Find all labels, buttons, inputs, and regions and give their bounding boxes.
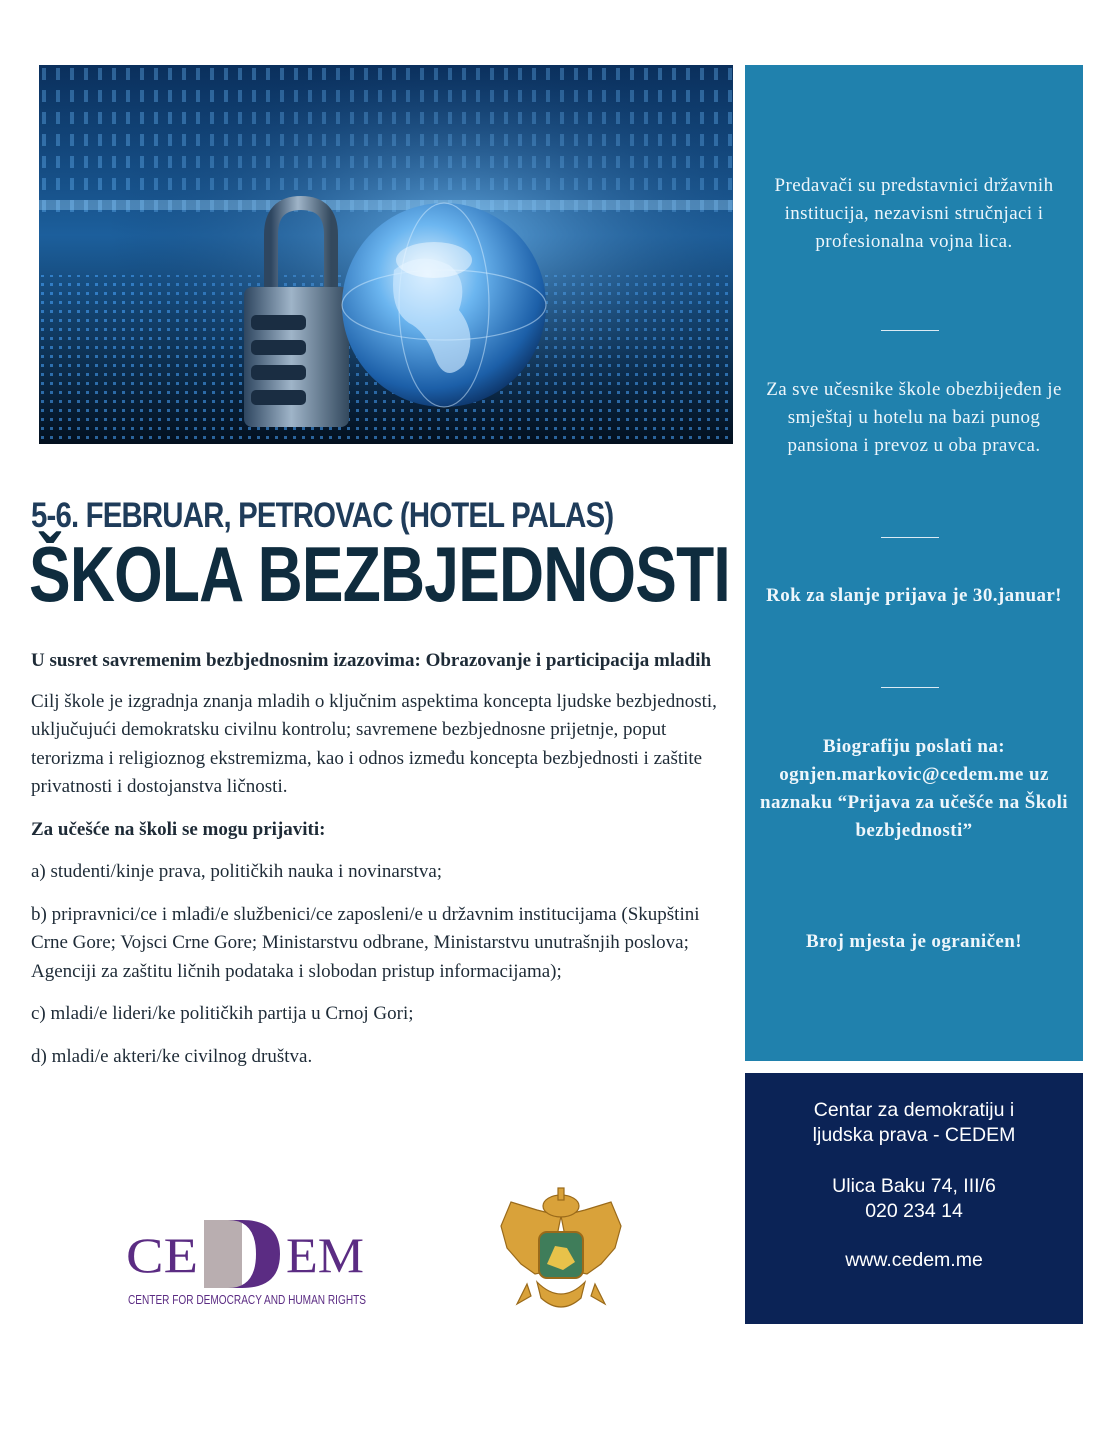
eligibility-item: d) mladi/e akteri/ke civilnog društva.: [31, 1045, 313, 1067]
eligibility-item: c) mladi/e lideri/ke političkih partija u Crnoj Gori;: [31, 1003, 414, 1024]
cedem-tagline: CENTER FOR DEMOCRACY AND HUMAN RIGHTS: [128, 1292, 367, 1307]
cedem-logo: [126, 1216, 370, 1308]
body-content: [31, 647, 731, 1085]
event-date-location: 5-6. FEBRUAR, PETROVAC (HOTEL PALAS): [31, 496, 614, 535]
eligibility-heading: Za učešće na školi se mogu prijaviti:: [31, 818, 326, 840]
divider: [881, 537, 939, 538]
intro-paragraph: Cilj škole je izgradnja znanja mladih o ključnim aspektima koncepta ljudske bezbjednosti, uključujući demokratsku civilnu kontrolu; savremene bezbjednosne prijetnje, poput terorizma i religioznog ekstremizma, kao i odnos između koncepta bezbjednosti i zaštite privatnosti i dostojanstva ličnosti.: [31, 690, 717, 797]
website-link[interactable]: www.cedem.me: [845, 1249, 983, 1271]
deadline-info: Rok za slanje prijava je 30.januar!: [766, 585, 1062, 606]
street-address: Ulica Baku 74, III/6: [832, 1175, 996, 1197]
cv-email-note[interactable]: ognjen.markovic@cedem.me uz naznaku “Prijava za učešće na Školi bezbjednosti”: [760, 764, 1068, 841]
lock-globe-icon: [39, 65, 733, 444]
phone-number: 020 234 14: [865, 1200, 963, 1222]
eligibility-item: b) pripravnici/ce i mlađi/e službenici/ce zaposleni/e u državnim institucijama (Skupštini Crne Gore; Vojsci Crne Gore; Ministarstvu odbrane, Ministarstvu unutrašnjih poslova; Agenciji za zaštitu ličnih podataka i slobodan pristup informacijama);: [31, 903, 700, 982]
montenegro-coat-of-arms-icon: [497, 1186, 625, 1320]
hero-image: [39, 65, 733, 444]
page-title: ŠKOLA BEZBJEDNOSTI: [29, 530, 730, 618]
cedem-logo-ce: CE: [126, 1227, 198, 1283]
lecturers-info: Predavači su predstavnici državnih institucija, nezavisni stručnjaci i profesionalna vojna lica.: [774, 175, 1054, 252]
cv-instructions: [751, 733, 1077, 845]
info-sidebar: [745, 65, 1083, 1061]
cedem-logo-em: EM: [286, 1227, 364, 1283]
organization-name: Centar za demokratiju i ljudska prava - CEDEM: [812, 1099, 1016, 1146]
contact-box: [745, 1073, 1083, 1324]
subtitle: U susret savremenim bezbjednosnim izazovima: Obrazovanje i participacija mladih: [31, 650, 712, 671]
eligibility-item: a) studenti/kinje prava, političkih nauka i novinarstva;: [31, 861, 443, 882]
cv-label: Biografiju poslati na:: [823, 736, 1005, 757]
divider: [881, 330, 939, 331]
limited-places-note: Broj mjesta je ograničen!: [806, 931, 1022, 952]
divider: [881, 687, 939, 688]
accommodation-info: Za sve učesnike škole obezbijeđen je smještaj u hotelu na bazi punog pansiona i prevoz u oba pravca.: [766, 379, 1062, 456]
cedem-logo-block: [204, 1220, 242, 1288]
